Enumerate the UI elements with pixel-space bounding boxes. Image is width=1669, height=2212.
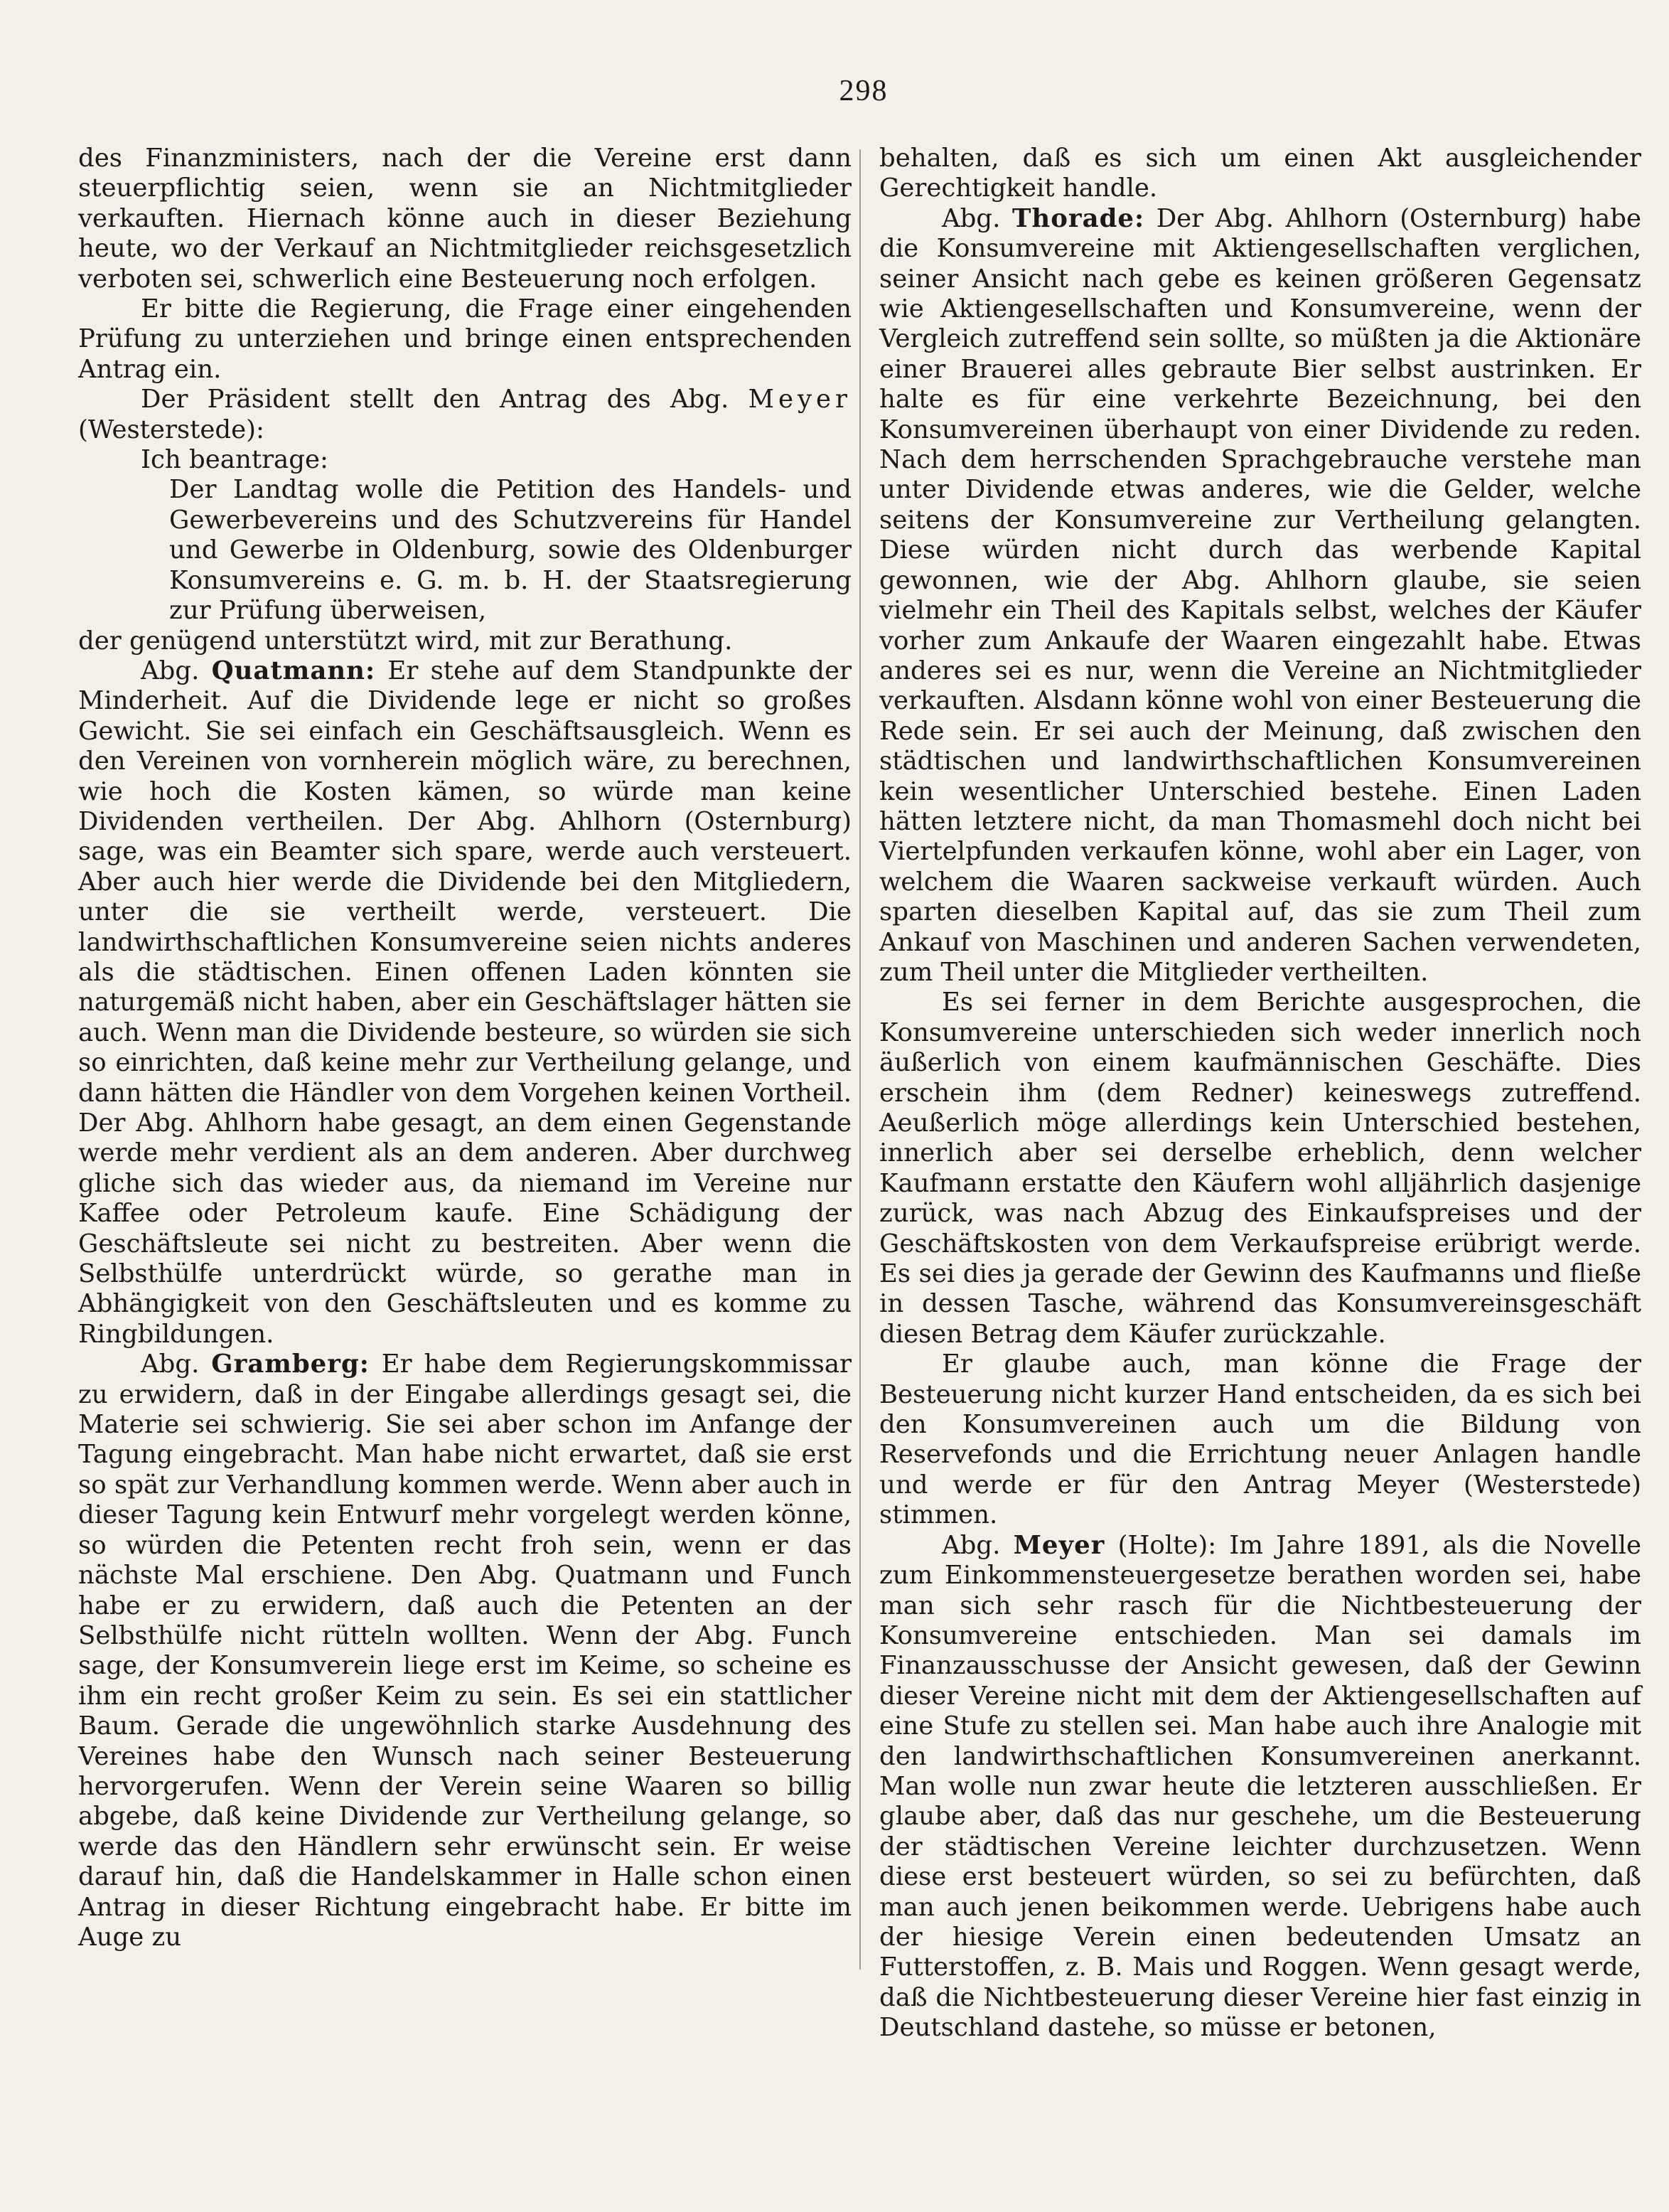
paragraph: der genügend unterstützt wird, mit zur Berathung.: [78, 626, 733, 656]
paragraph: Ich beantrage:: [141, 445, 328, 475]
speech-prefix: Abg.: [942, 203, 1001, 233]
paragraph: Es sei ferner in dem Berichte ausgesprochen, die Konsumvereine unterschieden sich weder innerlich noch äußerlich von einem kaufmännischen Geschäfte. Dies erschein ihm (dem Redner) keineswegs zutreffend. Aeußerlich möge allerdings kein Unterschied bestehen, innerlich aber sei derselbe erheblich, denn welcher Kaufmann erstatte den Käufern wohl alljährlich dasjenige zurück, was nach Abzug des Einkaufspreises und der Geschäftskosten von dem Verkaufspreise erübrigt werde. Es sei dies ja gerade der Gewinn des Kaufmanns und fließe in dessen Tasche, während das Konsumvereinsgeschäft diesen Betrag dem Käufer zurückzahle.: [879, 988, 1641, 1349]
speech-paragraph: [879, 204, 1641, 988]
motion-text: Der Landtag wolle die Petition des Handels- und Gewerbevereins und des Schutzvereins für Handel und Gewerbe in Oldenburg, sowie des Oldenburger Konsumvereins e. G. m. b. H. der Staatsregierung zur Prüfung überweisen,: [169, 475, 852, 626]
column-divider: [859, 149, 861, 1970]
paragraph: behalten, daß es sich um einen Akt ausgleichender Gerechtigkeit handle.: [879, 144, 1641, 203]
speaker-name: Quatmann:: [211, 656, 376, 685]
right-column: [879, 144, 1641, 2043]
text-fragment: (Westerstede):: [78, 415, 264, 444]
speech-paragraph: [78, 1350, 852, 1952]
speaker-name: Meyer: [1013, 1530, 1105, 1560]
page-number: 298: [839, 75, 889, 107]
speech-prefix: Abg.: [942, 1530, 1001, 1560]
member-name: Meyer: [748, 385, 852, 415]
paragraph: Er bitte die Regierung, die Frage einer eingehenden Prüfung zu unterziehen und bringe einen entsprechenden Antrag ein.: [78, 294, 852, 384]
paragraph: des Finanzministers, nach der die Vereine erst dann steuerpflichtig seien, wenn sie an Nichtmitglieder verkauften. Hiernach könne auch in dieser Beziehung heute, wo der Verkauf an Nichtmitglieder reichsgesetzlich verboten sei, schwerlich eine Besteuerung noch erfolgen.: [78, 144, 852, 294]
speaker-name: Thorade:: [1011, 203, 1145, 233]
paragraph: [78, 385, 852, 445]
speech-paragraph: [879, 1531, 1641, 2043]
speech-text: Er habe dem Regierungskommissar zu erwidern, daß in der Eingabe allerdings gesagt sei, die Materie sei schwierig. Sie sei aber schon im Anfange der Tagung eingebracht. Man habe nicht erwartet, daß sie erst so spät zur Verhandlung kommen werde. Wenn aber auch in dieser Tagung kein Entwurf mehr vorgelegt werden könne, so würden die Petenten recht froh sein, wenn er das nächste Mal erschiene. Den Abg. Quatmann und Funch habe er zu erwidern, daß auch die Petenten an der Selbsthülfe nicht rütteln wollten. Wenn der Abg. Funch sage, der Konsumverein liege erst im Keime, so scheine es ihm ein recht großer Keim zu sein. Es sei ein stattlicher Baum. Gerade die ungewöhnlich starke Ausdehnung des Vereines habe den Wunsch nach seiner Besteuerung hervorgerufen. Wenn der Verein seine Waaren so billig abgebe, daß keine Dividende zur Vertheilung gelange, so werde das den Händlern sehr erwünscht sein. Er weise darauf hin, daß die Handelskammer in Halle schon einen Antrag in dieser Richtung eingebracht habe. Er bitte im Auge zu: [78, 1350, 852, 1952]
paragraph: Er glaube auch, man könne die Frage der Besteuerung nicht kurzer Hand entscheiden, da es sich bei den Konsumvereinen auch um die Bildung von Reservefonds und die Errichtung neuer Anlagen handle und werde er für den Antrag Meyer (Westerstede) stimmen.: [879, 1350, 1641, 1530]
speech-prefix: Abg.: [141, 656, 200, 685]
speech-prefix: Abg.: [141, 1350, 200, 1379]
speaker-name: Gramberg:: [211, 1350, 370, 1379]
left-column: [78, 144, 852, 1952]
speech-text: Der Abg. Ahlhorn (Osternburg) habe die Konsumvereine mit Aktiengesellschaften verglichen, seiner Ansicht nach gebe es keinen größeren Gegensatz wie Aktiengesellschaften und Konsumvereine, wenn der Vergleich zutreffend sein sollte, so müßten ja die Aktionäre einer Brauerei alles gebraute Bier selbst austrinken. Er halte es für eine verkehrte Bezeichnung, bei den Konsumvereinen überhaupt von einer Dividende zu reden. Nach dem herrschenden Sprachgebrauche verstehe man unter Dividende etwas anderes, wie die Gelder, welche seitens der Konsumvereine zur Vertheilung gelangten. Diese würden nicht durch das werbende Kapital gewonnen, wie der Abg. Ahlhorn glaube, sie seien vielmehr ein Theil des Kapitals selbst, welches der Käufer vorher zum Ankaufe der Waaren eingezahlt habe. Etwas anderes sei es nur, wenn die Vereine an Nichtmitglieder verkauften. Alsdann könne wohl von einer Besteuerung die Rede sein. Er sei auch der Meinung, daß zwischen den städtischen und landwirthschaftlichen Konsumvereinen kein wesentlicher Unterschied bestehe. Einen Laden hätten letztere nicht, da man Thomasmehl doch nicht bei Viertelpfunden verkaufen könne, wohl aber ein Lager, von welchem die Waaren sackweise verkauft würden. Auch sparten dieselben Kapital auf, das sie zum Theil zum Ankauf von Maschinen und anderen Sachen verwendeten, zum Theil unter die Mitglieder vertheilten.: [879, 203, 1641, 987]
speech-text: (Holte): Im Jahre 1891, als die Novelle zum Einkommensteuergesetze berathen worden sei, habe man sich sehr rasch für die Nichtbesteuerung der Konsumvereine entschieden. Man sei damals im Finanzausschusse der Ansicht gewesen, daß der Gewinn dieser Vereine nicht mit dem der Aktiengesellschaften auf eine Stufe zu stellen sei. Man habe auch ihre Analogie mit den landwirthschaftlichen Konsumvereinen anerkannt. Man wolle nun zwar heute die letzteren ausschließen. Er glaube aber, daß das nur geschehe, um die Besteuerung der städtischen Vereine leichter durchzusetzen. Wenn diese erst besteuert würden, so sei zu befürchten, daß man auch jenen beikommen werde. Uebrigens habe auch der hiesige Verein einen bedeutenden Umsatz an Futterstoffen, z. B. Mais und Roggen. Wenn gesagt werde, daß die Nichtbesteuerung dieser Vereine hier fast einzig in Deutschland dastehe, so müsse er betonen,: [879, 1530, 1641, 2043]
text-fragment: Der Präsident stellt den Antrag des Abg.: [141, 385, 729, 415]
speech-paragraph: [78, 656, 852, 1350]
speech-text: Er stehe auf dem Standpunkte der Minderheit. Auf die Dividende lege er nicht so großes Gewicht. Sie sei einfach ein Geschäftsausgleich. Wenn es den Vereinen von vornherein möglich wäre, zu berechnen, wie hoch die Kosten kämen, so würde man keine Dividenden vertheilen. Der Abg. Ahlhorn (Osternburg) sage, was ein Beamter sich spare, werde auch versteuert. Aber auch hier werde die Dividende bei den Mitgliedern, unter die sie vertheilt werde, versteuert. Die landwirthschaftlichen Konsumvereine seien nichts anderes als die städtischen. Einen offenen Laden könnten sie naturgemäß nicht haben, aber ein Geschäftslager hätten sie auch. Wenn man die Dividende besteure, so würden sie sich so einrichten, daß keine mehr zur Vertheilung gelange, und dann hätten die Händler von dem Vorgehen keinen Vortheil. Der Abg. Ahlhorn habe gesagt, an dem einen Gegenstande werde mehr verdient als an dem anderen. Aber durchweg gliche sich das wieder aus, da niemand im Vereine nur Kaffee oder Petroleum kaufe. Eine Schädigung der Geschäftsleute sei nicht zu bestreiten. Aber wenn die Selbsthülfe unterdrückt würde, so gerathe man in Abhängigkeit von den Geschäftsleuten und es komme zu Ringbildungen.: [78, 656, 852, 1349]
